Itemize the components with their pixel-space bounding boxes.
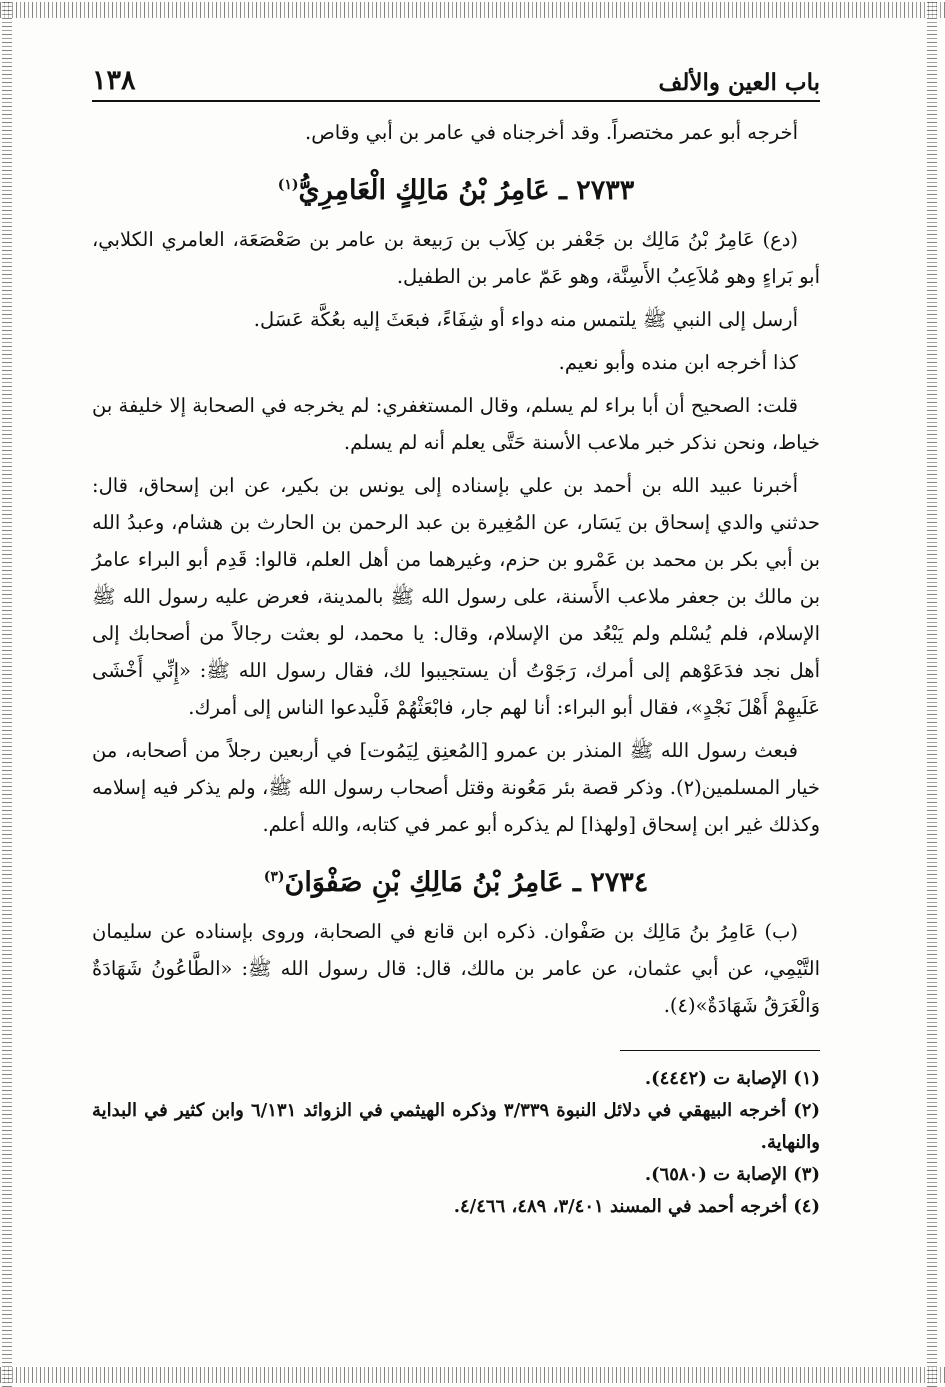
entry-title-2733 <box>92 161 820 215</box>
entry-paragraph: (دع) عَامِرُ بْنُ مَالِك بن جَعْفر بن كِلاَب بن رَبيعة بن عامر بن صَعْصَعَة، العامري الكلابي، أبو بَراءٍ وهو مُلاَعِبُ الأَسِنَّة، وهو عَمّ عامر بن الطفيل. <box>92 228 820 288</box>
page-number: ١٣٨ <box>92 65 136 96</box>
entry-paragraph: قلت: الصحيح أن أبا براء لم يسلم، وقال المستغفري: لم يخرجه في الصحابة إلا خليفة بن خياط، ونحن نذكر خبر ملاعب الأسنة حَتَّى يعلم أنه لم يسلم. <box>92 394 820 454</box>
entry-paragraph: (ب) عَامِرُ بنُ مَالِك بن صَفْوان. ذكره ابن قانع في الصحابة، وروى بإسناده عن سليمان التَّيْمِي، عن أبي عثمان، عن عامر بن مالك، قال: قال رسول الله ﷺ: «الطَّاعُونُ شَهَادَةٌ وَالْغَرَقُ شَهَادَةٌ»(٤). <box>92 920 820 1017</box>
entry-paragraph: أرسل إلى النبي ﷺ يلتمس منه دواء أو شِفَاءً، فبعَثَ إليه بعُكَّة عَسَل. <box>253 308 798 331</box>
page-header <box>92 56 820 102</box>
entry-title-text: ٢٧٣٤ ـ عَامِرُ بْنُ مَالِكِ بْنِ صَفْوَانَ <box>284 867 649 898</box>
entry-paragraph: أخبرنا عبيد الله بن أحمد بن علي بإسناده إلى يونس بن بكير، عن ابن إسحاق، قال: حدثني والدي إسحاق بن يَسَار، عن المُغِيرة بن عبد الرحمن بن الحارث بن هشام، وعبدُ الله بن أبي بكر بن محمد بن عَمْرو بن حزم، وغيرهما من أهل العلم، قالوا: قَدِم أبو البراء عامرُ بن مالك بن جعفر ملاعب الأَسنة، على رسول الله ﷺ بالمدينة، فعرض عليه رسول الله ﷺ الإسلام، فلم يُسْلم ولم يَبْعُد من الإسلام، وقال: يا محمد، لو بعثت رجالاً من أصحابك إلى أهل نجد فدَعَوْهم إلى أمرك، رَجَوْتُ أن يستجيبوا لك، فقال رسول الله ﷺ: «إِنِّي أَخْشَى عَلَيهِمْ أَهْلَ نَجْدٍ»، فقال أبو البراء: أنا لهم جار، فابْعَثْهُمْ فَلْيدعوا الناس إلى أمرك. <box>92 474 820 719</box>
entry-title-text: ٢٧٣٣ ـ عَامِرُ بْنُ مَالِكٍ الْعَامِرِيُّ <box>298 175 635 206</box>
intro-paragraph: أخرجه أبو عمر مختصراً. وقد أخرجناه في عامر بن أبي وقاص. <box>305 121 798 144</box>
footnote-marker: (١) <box>277 177 299 193</box>
entry-paragraph: كذا أخرجه ابن منده وأبو نعيم. <box>558 351 798 374</box>
footnote-divider <box>620 1050 820 1051</box>
footnote-marker: (٣) <box>263 869 285 885</box>
footnote: (٢) أخرجه البيهقي في دلائل النبوة ٣/٣٣٩ وذكره الهيثمي في الزوائد ٦/١٣١ وابن كثير في البداية والنهاية. <box>92 1100 820 1153</box>
running-title: باب العين والألف <box>658 69 820 96</box>
page-border-top <box>0 2 945 18</box>
page-border-bottom <box>0 1367 945 1383</box>
footnote: (٤) أخرجه أحمد في المسند ٣/٤٠١، ٤٨٩، ٤/٤٦٦. <box>453 1196 820 1217</box>
footnote: (١) الإصابة ت (٤٤٤٢). <box>644 1068 820 1089</box>
footnote: (٣) الإصابة ت (٦٥٨٠). <box>644 1164 820 1185</box>
page-border-left <box>2 0 12 1387</box>
entry-title-2734 <box>92 853 820 907</box>
book-page <box>92 56 820 1223</box>
entry-paragraph: فبعث رسول الله ﷺ المنذر بن عمرو [المُعنِق لِيَمُوت] في أربعين رجلاً من أصحابه، من خيار المسلمين(٢). وذكر قصة بئر مَعُونة وقتل أصحاب رسول الله ﷺ، ولم يذكر فيه إسلامه وكذلك غير ابن إسحاق [ولهذا] لم يذكره أبو عمر في كتابه، والله أعلم. <box>92 739 820 836</box>
page-border-right <box>927 0 937 1387</box>
